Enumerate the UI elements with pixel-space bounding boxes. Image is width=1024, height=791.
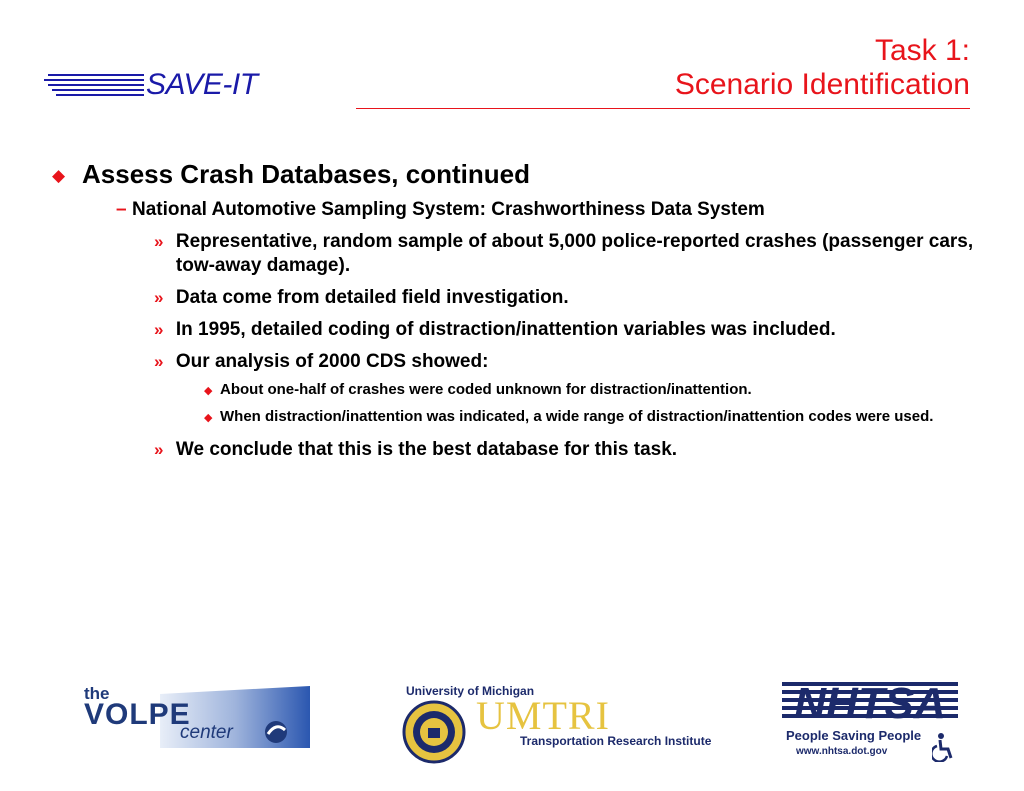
point-text: Representative, random sample of about 5,000 police-reported crashes (passenger cars, tow-away damage). bbox=[175, 231, 974, 276]
volpe-the: the bbox=[84, 684, 110, 703]
point-text: Data come from detailed field investigation. bbox=[175, 287, 569, 308]
chevron-bullet-icon: » bbox=[154, 320, 164, 339]
level2-item bbox=[116, 198, 982, 222]
sub-list-item bbox=[204, 380, 982, 401]
list-item bbox=[154, 350, 982, 374]
logo-text: SAVE-IT bbox=[146, 68, 258, 101]
save-it-logo bbox=[48, 66, 298, 106]
section-heading: Assess Crash Databases, continued bbox=[82, 159, 530, 189]
dash-bullet-icon: – bbox=[116, 199, 127, 220]
list-item bbox=[154, 230, 982, 278]
umich-name: University of Michigan bbox=[406, 684, 535, 698]
diamond-bullet-icon: ◆ bbox=[204, 412, 213, 424]
nhtsa-url: www.nhtsa.dot.gov bbox=[796, 746, 888, 757]
accessibility-icon bbox=[932, 732, 956, 762]
subpoint-text: When distraction/inattention was indicated, a wide range of distraction/inattention codes were used. bbox=[220, 408, 934, 425]
nhtsa-tagline: People Saving People bbox=[786, 728, 922, 743]
list-item bbox=[154, 438, 982, 462]
point-text: We conclude that this is the best database for this task. bbox=[175, 439, 678, 460]
chevron-bullet-icon: » bbox=[154, 232, 164, 251]
umtri-logo bbox=[400, 684, 730, 770]
volpe-center-logo bbox=[80, 684, 310, 750]
volpe-center: center bbox=[180, 722, 233, 743]
chevron-bullet-icon: » bbox=[154, 288, 164, 307]
sub-list-item bbox=[204, 407, 982, 428]
point-text: In 1995, detailed coding of distraction/inattention variables was included. bbox=[175, 319, 836, 340]
page-title bbox=[675, 34, 970, 102]
title-line-2: Scenario Identification bbox=[674, 68, 970, 101]
speed-lines-icon bbox=[48, 74, 144, 99]
list-item bbox=[154, 318, 982, 342]
subpoint-text: About one-half of crashes were coded unknown for distraction/inattention. bbox=[220, 381, 752, 398]
list-item bbox=[154, 286, 982, 310]
university-seal-icon bbox=[402, 700, 466, 764]
volpe-name: VOLPE bbox=[84, 698, 191, 731]
umtri-wordmark: UMTRI bbox=[476, 693, 610, 738]
point-text: Our analysis of 2000 CDS showed: bbox=[175, 351, 489, 372]
nhtsa-wordmark: NHTSA bbox=[794, 679, 946, 726]
level1-item bbox=[52, 158, 982, 192]
umtri-subtitle: Transportation Research Institute bbox=[520, 734, 712, 748]
chevron-bullet-icon: » bbox=[154, 440, 164, 459]
subheading: National Automotive Sampling System: Crashworthiness Data System bbox=[132, 199, 765, 220]
chevron-bullet-icon: » bbox=[154, 352, 164, 371]
title-line-1: Task 1: bbox=[874, 34, 970, 67]
diamond-bullet-icon: ◆ bbox=[204, 385, 213, 397]
slide-content bbox=[52, 158, 982, 462]
nhtsa-logo bbox=[782, 676, 962, 768]
header-divider bbox=[356, 108, 970, 109]
diamond-bullet-icon: ◆ bbox=[52, 166, 66, 185]
